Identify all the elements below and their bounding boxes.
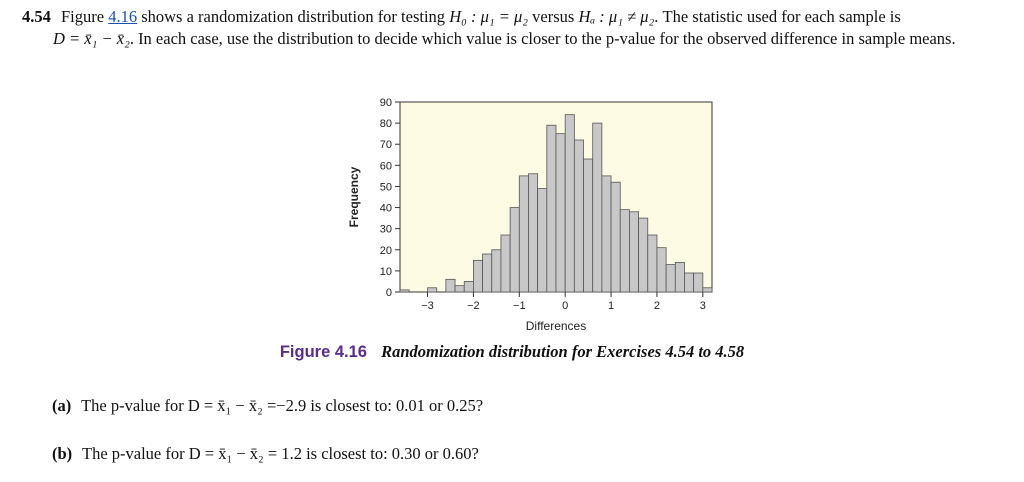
histogram-bar bbox=[602, 176, 611, 292]
problem-continuation bbox=[53, 28, 1012, 50]
x-tick-label: 1 bbox=[607, 300, 615, 312]
problem-text-1: Figure bbox=[61, 7, 105, 26]
histogram-bar bbox=[473, 260, 482, 292]
problem-statement bbox=[22, 6, 1012, 50]
x-tick-label: 0 bbox=[562, 300, 569, 312]
histogram-bar bbox=[593, 123, 602, 292]
y-tick-label: 10 bbox=[379, 265, 392, 278]
histogram-bar bbox=[694, 273, 703, 292]
figure-number: Figure 4.16 bbox=[279, 343, 367, 361]
histogram-bar bbox=[565, 115, 574, 292]
problem-text-2: shows a randomization distribution for testing bbox=[141, 7, 446, 26]
histogram-bar bbox=[538, 189, 547, 292]
y-axis-label: Frequency bbox=[347, 166, 361, 228]
y-tick-label: 40 bbox=[379, 202, 392, 215]
histogram-bar bbox=[629, 212, 638, 292]
histogram-bar bbox=[547, 125, 556, 292]
histogram-bar bbox=[620, 210, 629, 292]
statistic-formula: D = x̄₁ − x̄₂ bbox=[53, 29, 130, 48]
histogram-bar bbox=[501, 235, 510, 292]
y-tick-label: 90 bbox=[379, 97, 392, 109]
versus-text: versus bbox=[532, 7, 575, 26]
part-b bbox=[52, 444, 479, 464]
histogram-bar bbox=[657, 248, 666, 292]
problem-number: 4.54 bbox=[22, 7, 51, 26]
part-a-text: The p-value for D = x̄₁ − x̄₂ =−2.9 is closest to: 0.01 or 0.25? bbox=[81, 396, 484, 415]
figure-caption-text: Randomization distribution for Exercises 4.54 to 4.58 bbox=[381, 342, 745, 361]
histogram-bar bbox=[510, 208, 519, 292]
histogram-bar bbox=[400, 290, 409, 292]
y-tick-label: 30 bbox=[379, 223, 392, 236]
histogram-bar bbox=[584, 159, 593, 292]
part-b-label: (b) bbox=[52, 444, 73, 463]
problem-instruction: . In each case, use the distribution to decide which value is closer to the p-value for the observed difference in sample means. bbox=[129, 29, 956, 48]
part-a bbox=[52, 396, 483, 416]
y-tick-label: 0 bbox=[385, 287, 392, 299]
histogram-bar bbox=[455, 286, 464, 292]
histogram-bar bbox=[492, 250, 501, 292]
histogram-bar bbox=[648, 235, 657, 292]
histogram-bar bbox=[574, 140, 583, 292]
histogram-bar bbox=[446, 279, 455, 292]
histogram-bar bbox=[428, 288, 437, 292]
histogram-svg bbox=[340, 92, 720, 342]
null-hypothesis: H₀ : μ₁ = μ₂ bbox=[449, 7, 529, 26]
histogram-bar bbox=[528, 174, 537, 292]
y-tick-label: 20 bbox=[379, 244, 392, 257]
x-tick-label: 2 bbox=[653, 300, 661, 312]
histogram-bar bbox=[675, 262, 684, 292]
histogram-bar bbox=[464, 281, 473, 292]
histogram-bar bbox=[519, 176, 528, 292]
histogram-bar bbox=[483, 254, 492, 292]
figure-caption bbox=[0, 342, 1024, 362]
x-tick-label: 3 bbox=[699, 300, 706, 312]
y-tick-label: 70 bbox=[379, 139, 392, 152]
histogram-bar bbox=[703, 288, 712, 292]
x-tick-label: −3 bbox=[421, 300, 434, 312]
y-tick-label: 60 bbox=[379, 160, 392, 173]
alternative-hypothesis: Hₐ : μ₁ ≠ μ₂ bbox=[578, 7, 655, 26]
histogram-bar bbox=[666, 265, 675, 292]
y-tick-label: 80 bbox=[379, 118, 392, 131]
figure-link[interactable]: 4.16 bbox=[108, 7, 138, 26]
statistic-sentence: . The statistic used for each sample is bbox=[654, 7, 901, 26]
x-tick-label: −1 bbox=[513, 300, 526, 312]
figure-histogram bbox=[340, 92, 720, 342]
x-axis-label: Differences bbox=[525, 319, 587, 333]
histogram-bar bbox=[639, 218, 648, 292]
histogram-bar bbox=[556, 134, 565, 292]
y-tick-label: 50 bbox=[379, 181, 392, 194]
part-a-label: (a) bbox=[52, 396, 72, 415]
part-b-text: The p-value for D = x̄₁ − x̄₂ = 1.2 is closest to: 0.30 or 0.60? bbox=[82, 444, 479, 463]
histogram-bar bbox=[611, 182, 620, 292]
x-tick-label: −2 bbox=[467, 300, 480, 312]
histogram-bar bbox=[684, 273, 693, 292]
